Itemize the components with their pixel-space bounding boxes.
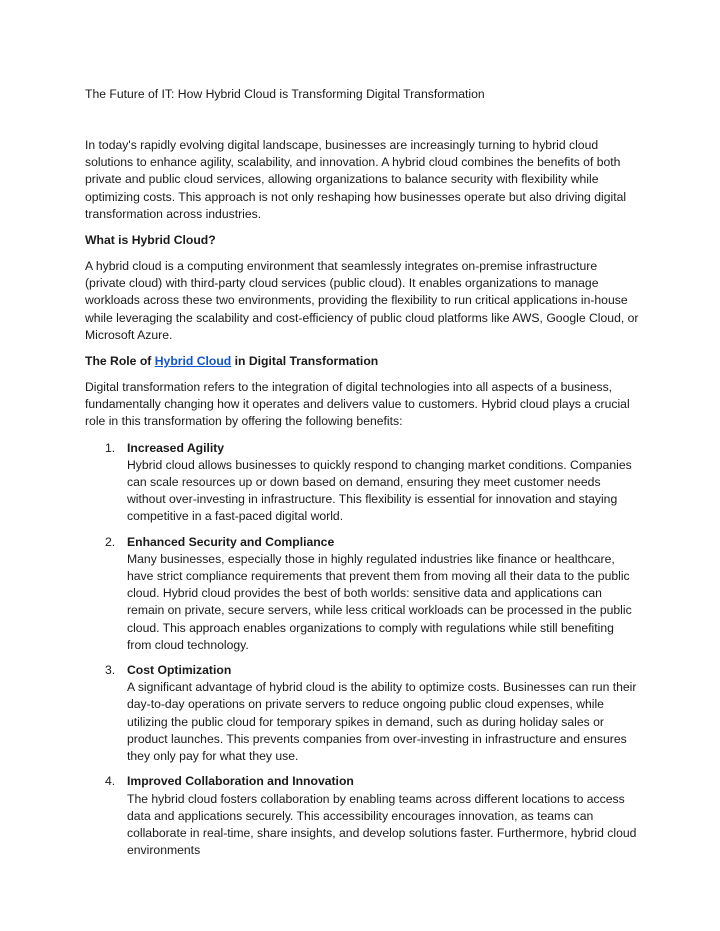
heading-text-before-link: The Role of	[85, 354, 155, 369]
hybrid-cloud-link[interactable]: Hybrid Cloud	[154, 354, 232, 369]
benefit-item-cost	[85, 662, 640, 765]
benefit-body: Many businesses, especially those in highly regulated industries like finance or healthcare, have strict compliance requirements that prevent them from moving all their data to the public cloud. Hybrid cloud provides the best of both worlds: sensitive data and applications can remain on private, secure servers, while less critical workloads can be processed in the public cloud. This approach enables organizations to comply with regulations while still benefiting from cloud technology.	[127, 551, 632, 652]
benefit-body: Hybrid cloud allows businesses to quickly respond to changing market conditions. Companies can scale resources up or down based on demand, ensuring they meet customer needs without over-investing in infrastructure. This flexibility is essential for innovation and staying competitive in a fast-paced digital world.	[127, 457, 632, 524]
benefit-body: A significant advantage of hybrid cloud is the ability to optimize costs. Businesses can run their day-to-day operations on private servers to reduce ongoing public cloud expenses, while utilizing the public cloud for temporary spikes in demand, such as during holiday sales or product launches. This prevents companies from over-investing in infrastructure and ensures they only pay for what they use.	[127, 680, 637, 764]
benefit-title: Enhanced Security and Compliance	[127, 534, 335, 549]
section-body-role-of-hybrid-cloud: Digital transformation refers to the integration of digital technologies into all aspects of a business, fundamentally changing how it operates and delivers value to customers. Hybrid cloud plays a crucial role in this transformation by offering the following benefits:	[85, 380, 630, 429]
list-number: 3.	[105, 663, 116, 678]
list-number: 4.	[105, 774, 116, 789]
section-body-what-is-hybrid-cloud: A hybrid cloud is a computing environment that seamlessly integrates on-premise infrastructure (private cloud) with third-party cloud services (public cloud). It enables organizations to manage workloads across these two environments, providing the flexibility to run critical applications in-house while leveraging the scalability and cost-efficiency of public cloud platforms like AWS, Google Cloud, or Microsoft Azure.	[85, 259, 639, 342]
document-title: The Future of IT: How Hybrid Cloud is Transforming Digital Transformation	[85, 87, 485, 101]
benefit-body: The hybrid cloud fosters collaboration by enabling teams across different locations to access data and applications securely. This accessibility encourages innovation, as teams can collaborate in real-time, share insights, and develop solutions faster. Furthermore, hybrid cloud environments	[127, 791, 637, 858]
benefit-title: Improved Collaboration and Innovation	[127, 774, 354, 789]
section-heading-role-of-hybrid-cloud	[85, 353, 640, 370]
benefit-item-collaboration	[85, 773, 640, 859]
list-number: 1.	[105, 440, 116, 455]
benefit-item-agility	[85, 440, 640, 526]
heading-text-after-link: in Digital Transformation	[231, 354, 379, 369]
intro-paragraph: In today's rapidly evolving digital landscape, businesses are increasingly turning to hybrid cloud solutions to enhance agility, scalability, and innovation. A hybrid cloud combines the benefits of both private and public cloud services, allowing organizations to balance security with flexibility while optimizing costs. This approach is not only reshaping how businesses operate but also driving digital transformation across industries.	[85, 138, 627, 221]
benefit-title: Increased Agility	[127, 440, 225, 455]
section-heading-what-is-hybrid-cloud: What is Hybrid Cloud?	[85, 233, 216, 248]
benefit-title: Cost Optimization	[127, 663, 232, 678]
list-number: 2.	[105, 534, 116, 549]
benefit-item-security	[85, 534, 640, 654]
benefits-list	[85, 440, 640, 860]
